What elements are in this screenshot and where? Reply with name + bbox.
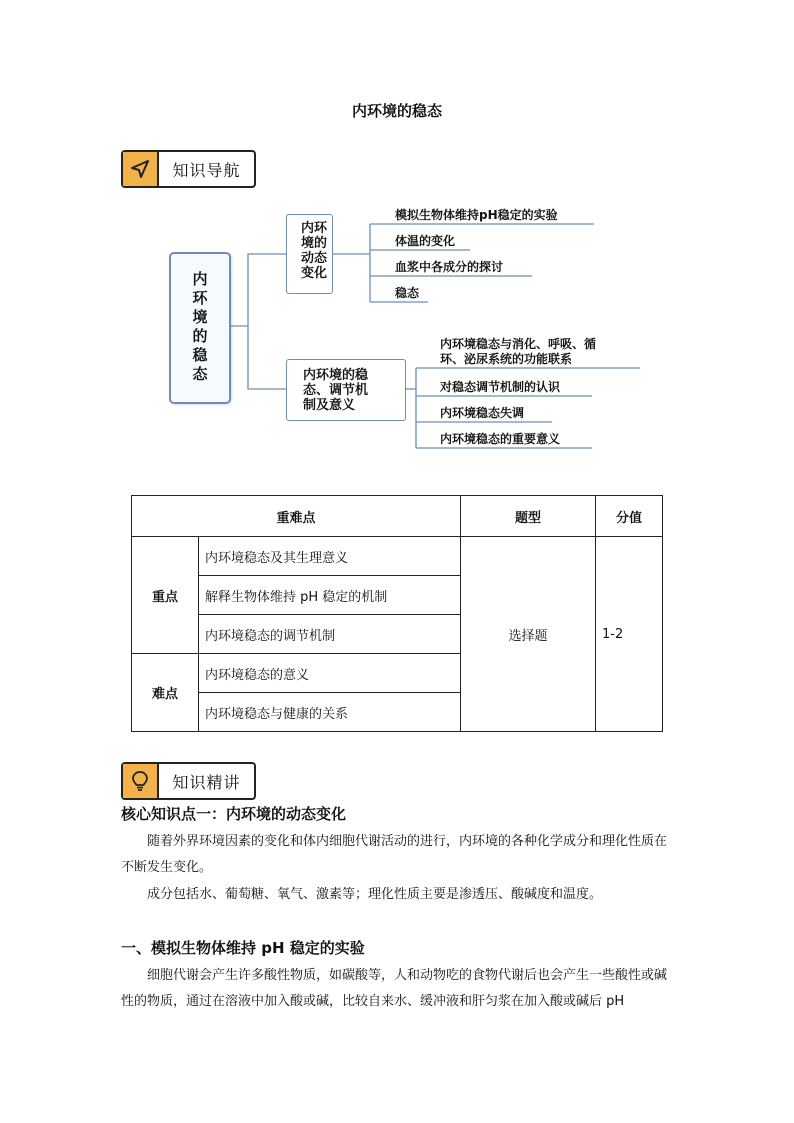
mindmap-root-label: 内环境的稳态 (190, 271, 209, 385)
question-type-cell: 选择题 (461, 537, 596, 732)
mindmap-leaf: 对稳态调节机制的认识 (440, 380, 561, 394)
key-points-table (131, 495, 663, 732)
paragraph: 成分包括水、葡萄糖、氧气、激素等；理化性质主要是渗透压、酸碱度和温度。 (147, 887, 603, 902)
table-cell: 内环境稳态的调节机制 (199, 615, 461, 654)
mindmap-leaf: 模拟生物体维持pH稳定的实验 (395, 208, 558, 222)
group-label-key: 重点 (132, 537, 199, 654)
branch-line: 内环 (301, 221, 328, 236)
mindmap-leaf: 体温的变化 (395, 234, 456, 248)
table-cell: 解释生物体维持 pH 稳定的机制 (199, 576, 461, 615)
table-row (132, 537, 663, 576)
mindmap-leaf: 血浆中各成分的探讨 (395, 260, 504, 274)
mindmap-leaf (440, 337, 596, 367)
table-header-row (132, 496, 663, 537)
branch-line: 制及意义 (303, 398, 356, 413)
header-key-points: 重难点 (132, 496, 461, 537)
group-label-difficult: 难点 (132, 654, 199, 732)
table-cell: 内环境稳态及其生理意义 (199, 537, 461, 576)
branch-line: 态、调节机 (303, 383, 369, 398)
table-cell: 内环境稳态的意义 (199, 654, 461, 693)
leaf-line: 环、泌尿系统的功能联系 (440, 352, 573, 366)
mindmap-root-node (169, 252, 231, 404)
mindmap-branch-dynamic-change (286, 214, 333, 294)
knowledge-detail-badge (121, 762, 256, 800)
badge-label: 知识导航 (172, 160, 241, 180)
branch-line: 变化 (301, 266, 328, 281)
paragraph: 细胞代谢会产生许多酸性物质，如碳酸等，人和动物吃的食物代谢后也会产生一些酸性或碱性的物质，通过在溶液中加入酸或碱，比较自来水、缓冲液和肝匀浆在加入酸或碱后 pH (121, 968, 668, 1009)
section-heading: 一、模拟生物体维持 pH 稳定的实验 (121, 939, 365, 957)
leaf-line: 内环境稳态与消化、呼吸、循 (440, 337, 597, 351)
badge-label: 知识精讲 (172, 772, 241, 792)
mindmap-branch-regulation (286, 359, 406, 421)
mindmap-leaf: 内环境稳态的重要意义 (440, 432, 561, 446)
mindmap-leaf: 稳态 (395, 286, 420, 300)
score-cell: 1-2 (596, 537, 663, 732)
mindmap-leaf: 内环境稳态失调 (440, 406, 525, 420)
lightbulb-icon (123, 764, 159, 798)
header-question-type: 题型 (461, 496, 596, 537)
section-heading: 核心知识点一：内环境的动态变化 (121, 805, 347, 823)
page-title: 内环境的稳态 (351, 102, 442, 120)
branch-line: 境的 (301, 236, 328, 251)
branch-line: 动态 (301, 251, 328, 266)
paragraph: 随着外界环境因素的变化和体内细胞代谢活动的进行，内环境的各种化学成分和理化性质在不断发生变化。 (121, 834, 668, 875)
header-score: 分值 (596, 496, 663, 537)
branch-line: 内环境的稳 (303, 368, 369, 383)
table-cell: 内环境稳态与健康的关系 (199, 693, 461, 732)
